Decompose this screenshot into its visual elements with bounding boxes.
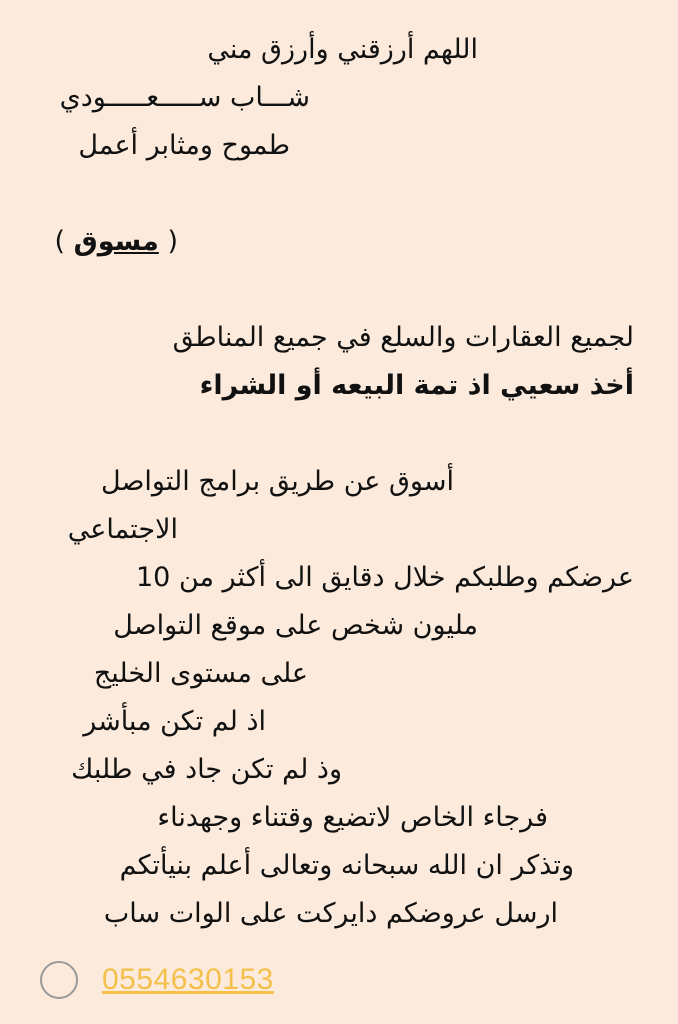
phone-link[interactable]: 0554630153 [102, 963, 274, 996]
note-line-9: عرضكم وطلبكم خلال دقايق الى أكثر من 10 [136, 562, 634, 593]
note-line-6: أخذ سعيي اذ تمة البيعه أو الشراء [199, 370, 634, 401]
note-line-15: وتذكر ان الله سبحانه وتعالى أعلم بنيأتكم [119, 850, 574, 881]
marketer-word: مسوق [73, 226, 159, 257]
note-line-5: لجميع العقارات والسلع في جميع المناطق [172, 322, 634, 353]
checklist-circle-icon[interactable] [40, 961, 78, 999]
note-line-12: اذ لم تكن مبأشر [83, 706, 266, 737]
note-line-16: ارسل عروضكم دايركت على الوات ساب [103, 898, 558, 929]
note-line-1: اللهم أرزقني وأرزق مني [207, 34, 478, 65]
phone-row [40, 958, 274, 1002]
note-line-2: شـــاب ســـــعـــــودي [59, 82, 310, 113]
note-line-8: الاجتماعي [67, 514, 178, 545]
note-line-10: مليون شخص على موقع التواصل [113, 610, 478, 641]
note-line-13: وذ لم تكن جاد في طلبك [71, 754, 342, 785]
note-line-3: طموح ومثابر أعمل [78, 130, 290, 161]
note-line-7: أسوق عن طريق برامج التواصل [101, 466, 454, 497]
note-line-14: فرجاء الخاص لاتضيع وقتناء وجهدناء [157, 802, 548, 833]
note-line-marketer: ( مسوق ) [54, 226, 178, 257]
note-line-11: على مستوى الخليج [93, 658, 308, 689]
